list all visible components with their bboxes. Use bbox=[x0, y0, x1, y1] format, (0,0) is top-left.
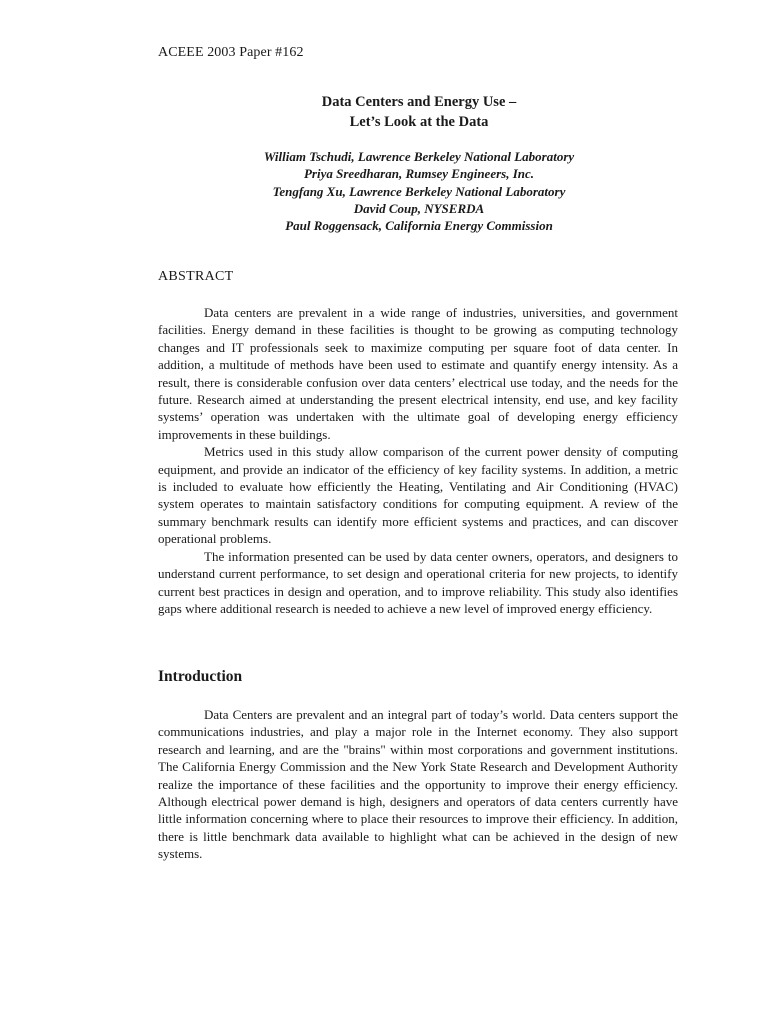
paper-title-line-2: Let’s Look at the Data bbox=[349, 114, 489, 130]
abstract-heading: ABSTRACT bbox=[158, 269, 234, 284]
author-list bbox=[0, 148, 768, 234]
abstract-paragraph-2: Metrics used in this study allow comparison of the current power density of computing equipment, and provide an indicator of the efficiency of key facility systems. In addition, a metric is included to evaluate how efficiently the Heating, Ventilating and Air Conditioning (HVAC) system operates to maintain satisfactory conditions for computing equipment. A review of the summary benchmark results can identify more efficient systems and practices, and can discover operational problems. bbox=[158, 444, 678, 547]
author-3: Tengfang Xu, Lawrence Berkeley National Laboratory bbox=[272, 183, 566, 199]
abstract-body bbox=[158, 304, 678, 617]
introduction-heading: Introduction bbox=[158, 668, 243, 685]
author-5: Paul Roggensack, California Energy Commission bbox=[285, 218, 553, 234]
abstract-paragraph-1: Data centers are prevalent in a wide range of industries, universities, and government facilities. Energy demand in these facilities is thought to be growing as computing technology changes and IT professionals seek to maximize computing per square foot of data center. In addition, a multitude of methods have been used to estimate and quantify energy intensity. As a result, there is considerable confusion over data centers’ electrical use today, and the needs for the future. Research aimed at understanding the present electrical intensity, end use, and key facility systems’ operation was undertaken with the ultimate goal of developing energy efficiency improvements in these buildings. bbox=[158, 305, 678, 442]
paper-title-line-1: Data Centers and Energy Use – bbox=[321, 94, 517, 110]
paper-identifier: ACEEE 2003 Paper #162 bbox=[158, 45, 304, 60]
introduction-body bbox=[158, 706, 678, 863]
abstract-paragraph-3: The information presented can be used by data center owners, operators, and designers to understand current performance, to set design and operational criteria for new projects, to identify current best practices in design and operation, and to improve reliability. This study also identifies gaps where additional research is needed to achieve a new level of improved energy efficiency. bbox=[158, 548, 678, 616]
author-4: David Coup, NYSERDA bbox=[353, 200, 485, 216]
author-1: William Tschudi, Lawrence Berkeley National Laboratory bbox=[263, 149, 575, 164]
author-2: Priya Sreedharan, Rumsey Engineers, Inc. bbox=[303, 166, 535, 182]
introduction-paragraph-1: Data Centers are prevalent and an integral part of today’s world. Data centers support the communications industries, and play a major role in the Internet economy. They also support research and learning, and are the "brains" within most corporations and government institutions. The California Energy Commission and the New York State Research and Development Authority realize the importance of these facilities and the opportunity to improve their energy efficiency. Although electrical power demand is high, designers and operators of data centers currently have little information concerning where to place their resources to improve their efficiency. In addition, there is little benchmark data available to highlight what can be achieved in the design of new systems. bbox=[158, 707, 678, 862]
